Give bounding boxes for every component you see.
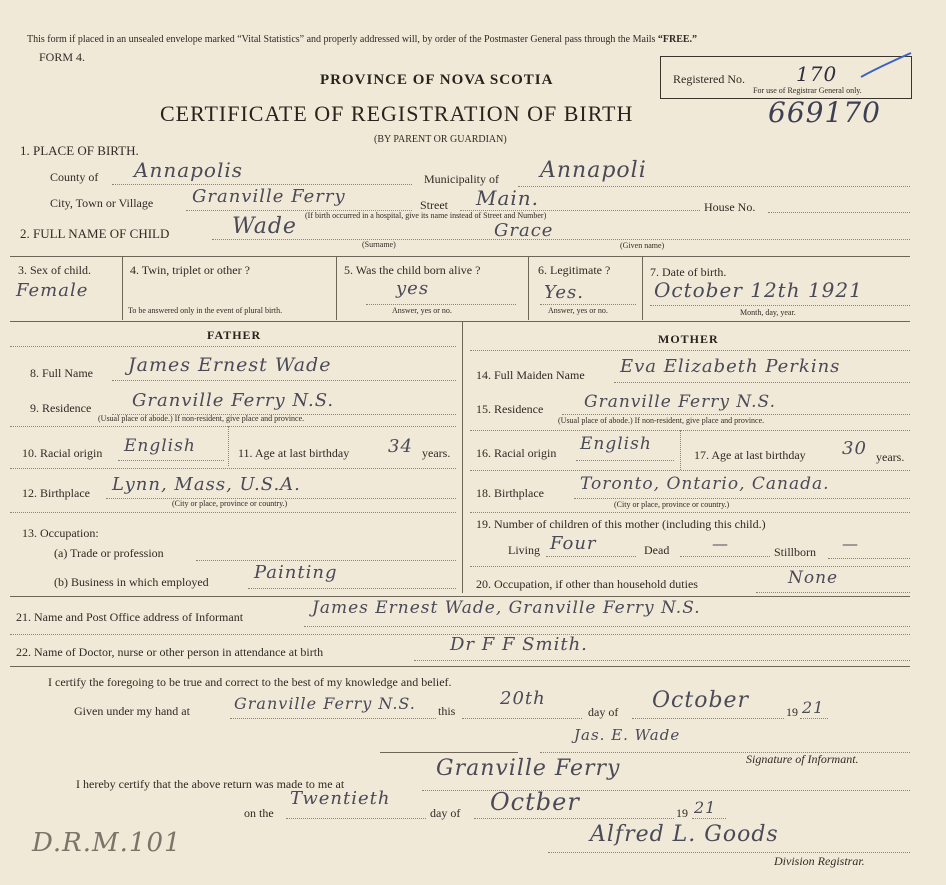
sex-label: 3. Sex of child.: [18, 263, 91, 277]
mother-birthplace-label: 18. Birthplace: [476, 486, 544, 500]
child-given-name: Grace: [494, 220, 554, 241]
mail-note: This form if placed in an unsealed envelope marked “Vital Statistics” and properly addressed will, by order of the Postmaster General pass through the Mails “FREE.”: [27, 34, 698, 45]
business-value: Painting: [254, 562, 338, 583]
given-day-value: 20th: [500, 688, 546, 709]
father-race-value: English: [124, 436, 196, 456]
alive-note: Answer, yes or no.: [392, 306, 452, 315]
city-label: City, Town or Village: [50, 196, 154, 210]
mother-birthplace-value: Toronto, Ontario, Canada.: [580, 474, 830, 494]
mother-age-value: 30: [842, 438, 867, 459]
municipality-label: Municipality of: [424, 172, 499, 186]
father-name-value: James Ernest Wade: [128, 354, 332, 376]
father-years: years.: [422, 446, 451, 460]
registrar-day-value: Twentieth: [290, 788, 391, 809]
father-residence-note: (Usual place of abode.) If non-resident, give place and province.: [98, 414, 305, 423]
county-value: Annapolis: [134, 158, 244, 182]
father-residence-value: Granville Ferry N.S.: [132, 390, 335, 411]
this-label: this: [438, 704, 456, 718]
mother-name-label: 14. Full Maiden Name: [476, 368, 585, 382]
father-age-value: 34: [388, 436, 413, 457]
alive-value: yes: [396, 278, 430, 299]
birth-date-value: October 12th 1921: [654, 278, 863, 302]
certificate-number: 669170: [768, 96, 881, 129]
subtitle: (BY PARENT OR GUARDIAN): [374, 134, 507, 145]
birth-date-note: Month, day, year.: [740, 308, 796, 317]
county-label: County of: [50, 170, 99, 184]
given-dayof-label: day of: [588, 705, 619, 719]
doctor-label: 22. Name of Doctor, nurse or other person in attendance at birth: [16, 645, 324, 659]
given-year-prefix: 19: [786, 705, 798, 719]
legitimate-label: 6. Legitimate ?: [538, 263, 611, 277]
place-section-label: 1. PLACE OF BIRTH.: [20, 143, 139, 158]
registered-number: 170: [796, 62, 838, 86]
registrar-caption: Division Registrar.: [774, 854, 865, 868]
city-value: Granville Ferry: [192, 186, 346, 207]
province-title: PROVINCE OF NOVA SCOTIA: [320, 72, 554, 88]
given-under-label: Given under my hand at: [74, 704, 190, 718]
form-number: FORM 4.: [39, 50, 86, 64]
registrar-year-value: 21: [694, 798, 717, 817]
father-birthplace-value: Lynn, Mass, U.S.A.: [112, 474, 301, 495]
registrar-year-prefix: 19: [676, 806, 688, 820]
father-age-label: 11. Age at last birthday: [238, 446, 350, 460]
children-label: 19. Number of children of this mother (including this child.): [476, 517, 766, 531]
sex-value: Female: [16, 280, 89, 301]
mother-residence-label: 15. Residence: [476, 402, 544, 416]
given-month-value: October: [652, 688, 750, 713]
mother-birthplace-note: (City or place, province or country.): [614, 500, 730, 509]
legitimate-value: Yes.: [544, 282, 584, 303]
registrar-signature: Alfred L. Goods: [590, 822, 779, 847]
father-heading: FATHER: [207, 328, 262, 342]
mother-residence-value: Granville Ferry N.S.: [584, 392, 776, 412]
mother-years: years.: [876, 450, 905, 464]
father-birthplace-label: 12. Birthplace: [22, 486, 90, 500]
mother-race-label: 16. Racial origin: [476, 446, 557, 460]
surname-caption: (Surname): [362, 240, 396, 249]
house-label: House No.: [704, 200, 756, 214]
father-residence-label: 9. Residence: [30, 401, 92, 415]
hospital-note: (If birth occurred in a hospital, give its name instead of Street and Number): [305, 211, 547, 220]
mother-name-value: Eva Elizabeth Perkins: [620, 356, 841, 377]
registrar-certify-line: I hereby certify that the above return was made to me at: [76, 777, 345, 791]
certificate-title: CERTIFICATE OF REGISTRATION OF BIRTH: [160, 101, 634, 126]
mother-occupation-label: 20. Occupation, if other than household duties: [476, 577, 698, 591]
dead-label: Dead: [644, 543, 670, 557]
informant-label: 21. Name and Post Office address of Informant: [16, 610, 244, 624]
registrar-note: For use of Registrar General only.: [753, 86, 862, 95]
living-value: Four: [550, 533, 597, 554]
municipality-value: Annapoli: [540, 158, 647, 183]
informant-signature: Jas. E. Wade: [574, 726, 681, 744]
mother-residence-note: (Usual place of abode.) If non-resident, give place and province.: [558, 416, 765, 425]
occupation-label: 13. Occupation:: [22, 526, 99, 540]
given-year-value: 21: [802, 698, 825, 717]
alive-label: 5. Was the child born alive ?: [344, 263, 481, 277]
child-surname: Wade: [232, 214, 297, 239]
given-place-value: Granville Ferry N.S.: [234, 694, 416, 713]
street-value: Main.: [476, 186, 540, 210]
business-label: (b) Business in which employed: [54, 575, 209, 589]
mother-age-label: 17. Age at last birthday: [694, 448, 806, 462]
check-mark-icon: [859, 51, 915, 81]
given-caption: (Given name): [620, 241, 665, 250]
informant-signature-caption: Signature of Informant.: [746, 752, 859, 766]
registrar-place-value: Granville Ferry: [436, 756, 621, 781]
informant-value: James Ernest Wade, Granville Ferry N.S.: [312, 598, 701, 618]
stillborn-value: —: [842, 534, 859, 553]
father-race-label: 10. Racial origin: [22, 446, 103, 460]
twin-note: To be answered only in the event of plural birth.: [128, 306, 283, 315]
child-name-label: 2. FULL NAME OF CHILD: [20, 226, 170, 241]
stillborn-label: Stillborn: [774, 545, 817, 559]
mail-free: “FREE.”: [657, 34, 698, 45]
legitimate-note: Answer, yes or no.: [548, 306, 608, 315]
on-the-label: on the: [244, 806, 274, 820]
mother-race-value: English: [580, 434, 652, 454]
certify-statement: I certify the foregoing to be true and correct to the best of my knowledge and belief.: [48, 675, 452, 689]
dead-value: —: [712, 534, 729, 553]
registered-label: Registered No.: [673, 72, 745, 86]
father-name-label: 8. Full Name: [30, 366, 93, 380]
registrar-dayof-label: day of: [430, 806, 461, 820]
registrar-stamp: D.R.M.101: [32, 828, 182, 858]
mother-occupation-value: None: [788, 568, 839, 588]
doctor-value: Dr F F Smith.: [450, 634, 588, 655]
twin-label: 4. Twin, triplet or other ?: [130, 263, 250, 277]
living-label: Living: [508, 543, 540, 557]
father-birthplace-note: (City or place, province or country.): [172, 499, 288, 508]
mother-heading: MOTHER: [658, 332, 719, 346]
birth-date-label: 7. Date of birth.: [650, 265, 727, 279]
registered-box: [660, 56, 912, 99]
trade-label: (a) Trade or profession: [54, 546, 164, 560]
registrar-month-value: Octber: [490, 788, 580, 816]
street-label: Street: [420, 198, 448, 212]
